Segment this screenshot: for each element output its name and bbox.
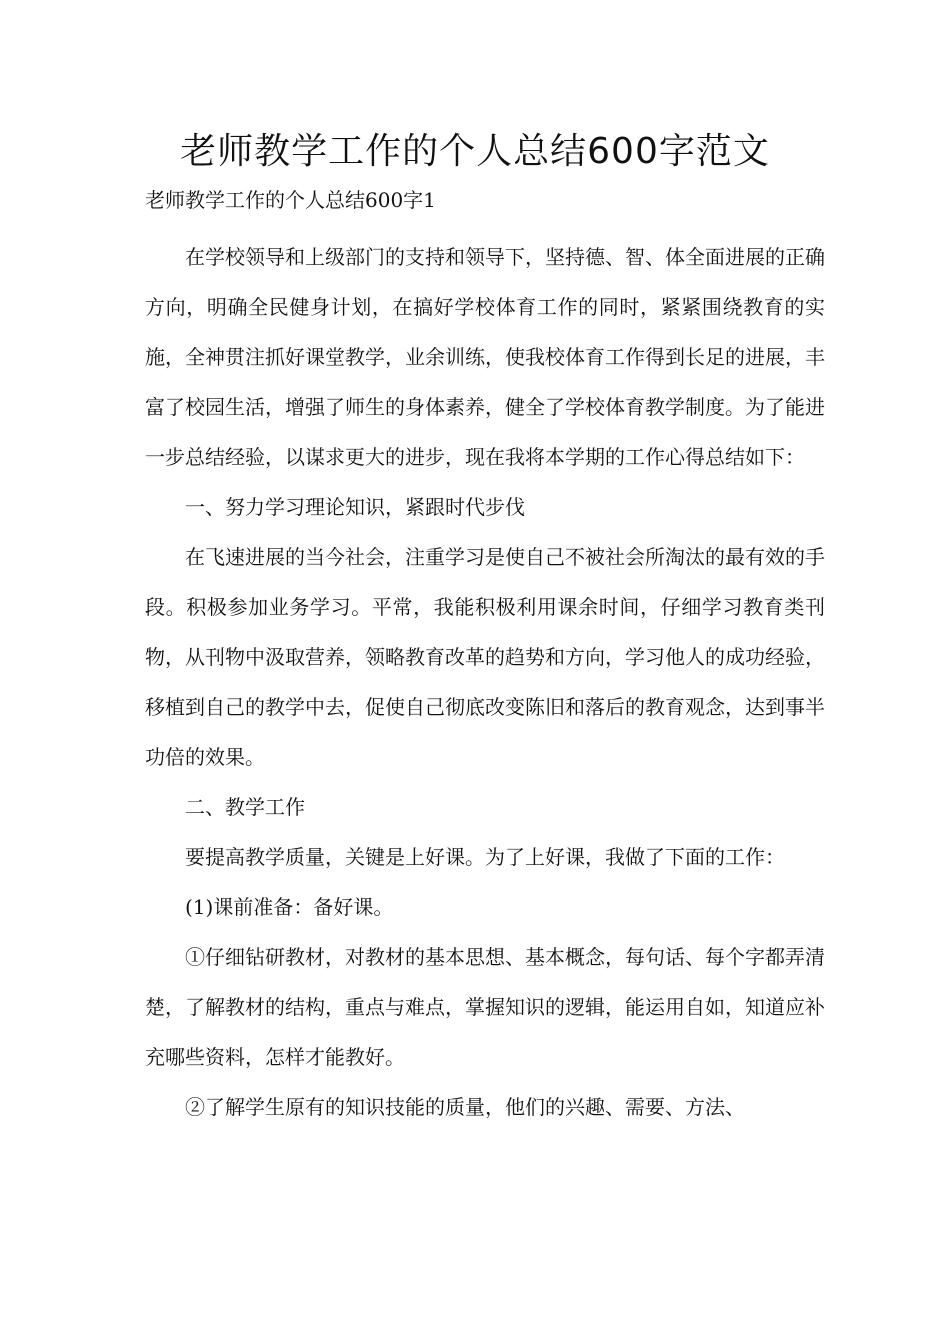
- paragraph-prep: (1)课前准备：备好课。: [185, 895, 394, 919]
- paragraph-teaching: 要提高教学质量，关键是上好课。为了上好课，我做了下面的工作：: [185, 845, 785, 869]
- document-title: 老师教学工作的个人总结600字范文: [180, 131, 770, 172]
- document-body: [145, 232, 825, 1132]
- paragraph-study: 在飞速进展的当今社会，注重学习是使自己不被社会所淘汰的最有效的手段。积极参加业务学习。平常，我能积极利用课余时间，仔细学习教育类刊物，从刊物中汲取营养，领略教育改革的趋势和方向，学习他人的成功经验，移植到自己的教学中去，促使自己彻底改变陈旧和落后的教育观念，达到事半功倍的效果。: [145, 545, 825, 769]
- paragraph-item-1: ①仔细钻研教材，对教材的基本思想、基本概念，每句话、每个字都弄清楚，了解教材的结构，重点与难点，掌握知识的逻辑，能运用自如，知道应补充哪些资料，怎样才能教好。: [145, 945, 825, 1069]
- section-heading-1: 一、努力学习理论知识，紧跟时代步伐: [185, 495, 525, 519]
- section-heading-2: 二、教学工作: [185, 795, 305, 819]
- paragraph-item-2: ②了解学生原有的知识技能的质量，他们的兴趣、需要、方法、: [185, 1095, 745, 1119]
- document-subtitle: 老师教学工作的个人总结600字1: [145, 188, 436, 212]
- paragraph-intro: 在学校领导和上级部门的支持和领导下，坚持德、智、体全面进展的正确方向，明确全民健身计划，在搞好学校体育工作的同时，紧紧围绕教育的实施，全神贯注抓好课堂教学，业余训练，使我校体育工作得到长足的进展，丰富了校园生活，增强了师生的身体素养，健全了学校体育教学制度。为了能进一步总结经验，以谋求更大的进步，现在我将本学期的工作心得总结如下：: [145, 245, 825, 469]
